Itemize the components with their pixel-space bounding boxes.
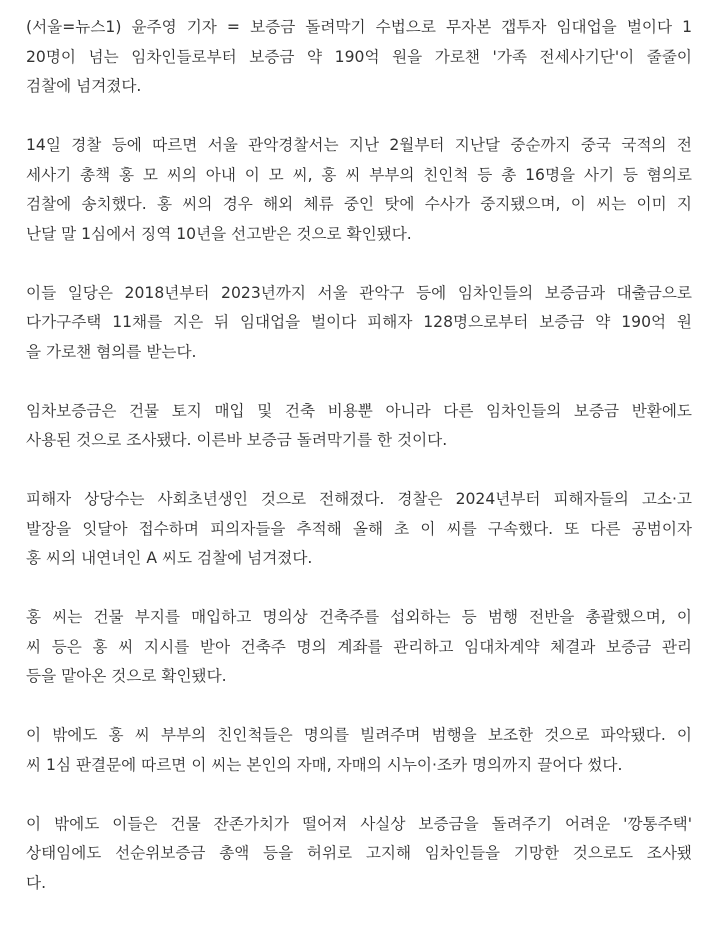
text-line: 홍 씨는 건물 부지를 매입하고 명의상 건축주를 섭외하는 등 범행 전반을 총괄했으며, 이 [26, 608, 692, 626]
text-line: 등을 맡아온 것으로 확인됐다. [26, 667, 227, 685]
text-line: 14일 경찰 등에 따르면 서울 관악경찰서는 지난 2월부터 지난달 중순까지 중국 국적의 전 [26, 136, 692, 154]
paragraph-4 [26, 397, 692, 456]
text-line: 20명이 넘는 임차인들로부터 보증금 약 190억 원을 가로챈 '가족 전세사기단'이 줄줄이 [26, 47, 692, 66]
text-line: 세사기 총책 홍 모 씨의 아내 이 모 씨, 홍 씨 부부의 친인척 등 총 16명을 사기 등 혐의로 [26, 165, 692, 184]
text-line: 발장을 잇달아 접수하며 피의자들을 추적해 올해 초 이 씨를 구속했다. 또 다른 공범이자 [26, 519, 692, 538]
text-line: 이 밖에도 홍 씨 부부의 친인척들은 명의를 빌려주며 범행을 보조한 것으로 파악됐다. 이 [26, 726, 692, 744]
text-line: 임차보증금은 건물 토지 매입 및 건축 비용뿐 아니라 다른 임차인들의 보증금 반환에도 [26, 401, 692, 420]
text-line: 씨 등은 홍 씨 지시를 받아 건축주 명의 계좌를 관리하고 임대차계약 체결과 보증금 관리 [26, 637, 692, 656]
paragraph-2 [26, 131, 692, 249]
article-body [26, 13, 692, 928]
text-line: 이들 일당은 2018년부터 2023년까지 서울 관악구 등에 임차인들의 보증금과 대출금으로 [26, 283, 692, 302]
paragraph-1 [26, 13, 692, 102]
text-line: 다. [26, 873, 47, 892]
text-line: 다가구주택 11채를 지은 뒤 임대업을 벌이다 피해자 128명으로부터 보증금 약 190억 원 [26, 313, 692, 331]
paragraph-7 [26, 721, 692, 780]
text-line: 상태임에도 선순위보증금 총액 등을 허위로 고지해 임차인들을 기망한 것으로도 조사됐 [26, 844, 692, 862]
paragraph-5 [26, 485, 692, 574]
text-line: 이 밖에도 이들은 건물 잔존가치가 떨어져 사실상 보증금을 돌려주기 어려운 '깡통주택' [26, 814, 692, 833]
text-line: 피해자 상당수는 사회초년생인 것으로 전해졌다. 경찰은 2024년부터 피해자들의 고소·고 [26, 490, 692, 508]
paragraph-6 [26, 603, 692, 692]
text-line: 사용된 것으로 조사됐다. 이른바 보증금 돌려막기를 한 것이다. [26, 431, 448, 449]
text-line: 검찰에 송치했다. 홍 씨의 경우 해외 체류 중인 탓에 수사가 중지됐으며, 이 씨는 이미 지 [26, 195, 692, 213]
text-line: 검찰에 넘겨졌다. [26, 77, 142, 95]
paragraph-8 [26, 810, 692, 899]
text-line: (서울=뉴스1) 윤주영 기자 = 보증금 돌려막기 수법으로 무자본 갭투자 임대업을 벌이다 1 [26, 18, 692, 36]
text-line: 난달 말 1심에서 징역 10년을 선고받은 것으로 확인됐다. [26, 224, 412, 243]
paragraph-3 [26, 279, 692, 368]
text-line: 홍 씨의 내연녀인 A 씨도 검찰에 넘겨졌다. [26, 549, 313, 567]
text-line: 을 가로챈 혐의를 받는다. [26, 342, 197, 361]
text-line: 씨 1심 판결문에 따르면 이 씨는 본인의 자매, 자매의 시누이·조카 명의까지 끌어다 썼다. [26, 755, 623, 774]
